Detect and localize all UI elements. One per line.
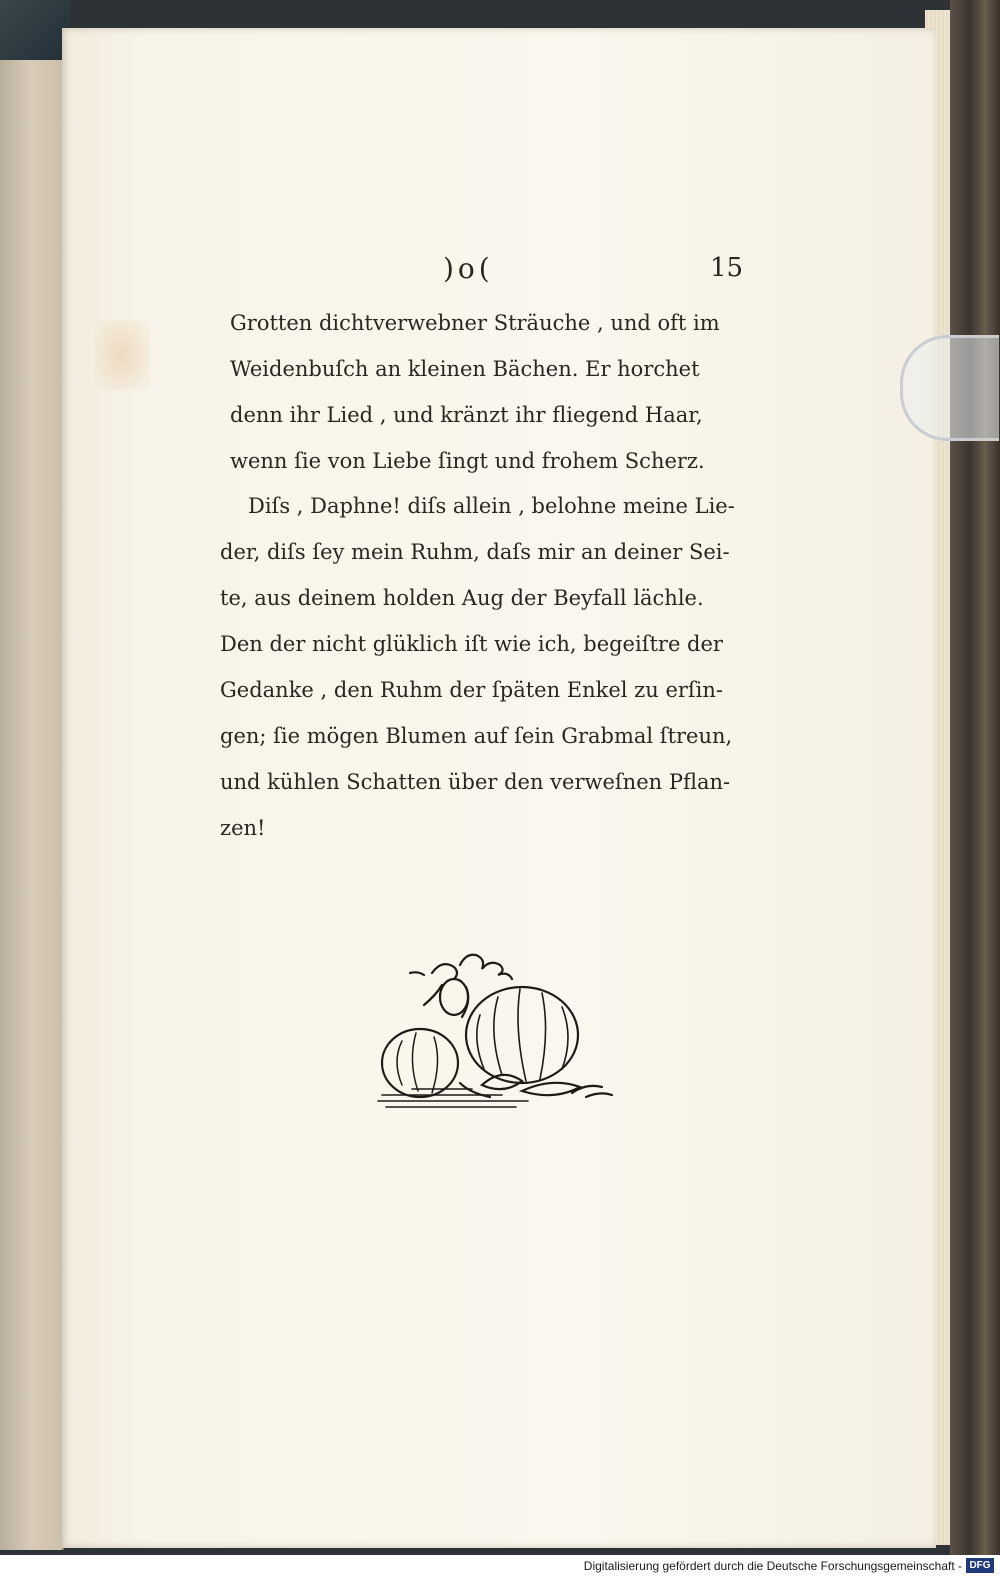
text-line: te, aus deinem holden Aug der Beyfall lächle.: [220, 586, 704, 610]
binding-edge: [950, 0, 1000, 1555]
text-line: Den der nicht glüklich iſt wie ich, begeiſtre der: [220, 632, 723, 656]
text-line: der, diſs ſey mein Ruhm, daſs mir an deiner Sei-: [220, 540, 730, 564]
text-line: Weidenbuſch an kleinen Bächen. Er horchet: [230, 357, 700, 381]
paper-stain: [95, 320, 150, 390]
paragraph-2: [220, 496, 735, 864]
gourds-woodcut-icon: [372, 945, 617, 1115]
text-line: Diſs , Daphne! diſs allein , belohne meine Lie-: [248, 494, 735, 518]
text-line: zen!: [220, 816, 266, 840]
footer: [0, 1555, 1000, 1577]
left-page-edge: [0, 60, 64, 1550]
text-line: Grotten dichtverwebner Sträuche , und oft im: [230, 311, 720, 335]
text-line: wenn ſie von Liebe ſingt und frohem Scherz.: [230, 449, 705, 473]
text-line: gen; ſie mögen Blumen auf ſein Grabmal ſtreun,: [220, 724, 733, 748]
dfg-logo: DFG: [966, 1558, 994, 1573]
paragraph-1: [230, 313, 720, 497]
header-ornament: )o(: [443, 252, 494, 285]
text-line: und kühlen Schatten über den verweſnen Pflan-: [220, 770, 731, 794]
text-line: Gedanke , den Ruhm der ſpäten Enkel zu erſin-: [220, 678, 724, 702]
page-number: 15: [710, 253, 744, 283]
page-clip: [900, 335, 999, 441]
funding-credit: Digitalisierung gefördert durch die Deutsche Forschungsgemeinschaft -: [583, 1559, 962, 1573]
text-line: denn ihr Lied , und kränzt ihr fliegend Haar,: [230, 403, 703, 427]
